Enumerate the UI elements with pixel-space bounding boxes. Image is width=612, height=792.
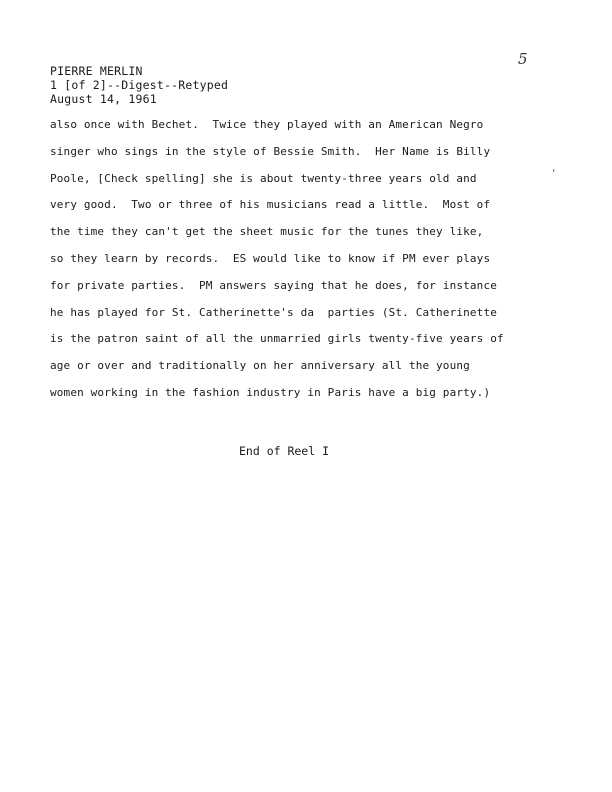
page-number: 5: [518, 50, 528, 68]
body-line-8: he has played for St. Catherinette's da parties (St. Catherinette: [50, 305, 497, 319]
body-line-1: also once with Bechet. Twice they played with an American Negro: [50, 118, 484, 131]
transcript-body: [50, 118, 550, 413]
body-line-4: very good. Two or three of his musicians read a little. Most of: [50, 198, 491, 212]
body-line-5: the time they can't get the sheet music for the tunes they like,: [50, 225, 484, 239]
body-line-6: so they learn by records. ES would like to know if PM ever plays: [50, 251, 491, 265]
end-of-reel-marker: End of Reel I: [239, 444, 330, 458]
body-line-2: singer who sings in the style of Bessie Smith. Her Name is Billy: [50, 144, 491, 158]
margin-mark: ,: [551, 164, 557, 174]
document-header: [50, 64, 228, 106]
body-line-11: women working in the fashion industry in Paris have a big party.): [50, 385, 491, 399]
body-line-10: age or over and traditionally on her anniversary all the young: [50, 359, 470, 373]
body-line-3: Poole, [Check spelling] she is about twenty-three years old and: [50, 171, 477, 185]
interview-date: August 14, 1961: [50, 92, 157, 106]
reel-info: 1 [of 2]--Digest--Retyped: [50, 78, 229, 92]
body-line-7: for private parties. PM answers saying that he does, for instance: [50, 278, 497, 292]
body-line-9: is the patron saint of all the unmarried girls twenty-five years of: [50, 332, 504, 346]
interviewee-name: PIERRE MERLIN: [50, 64, 143, 78]
